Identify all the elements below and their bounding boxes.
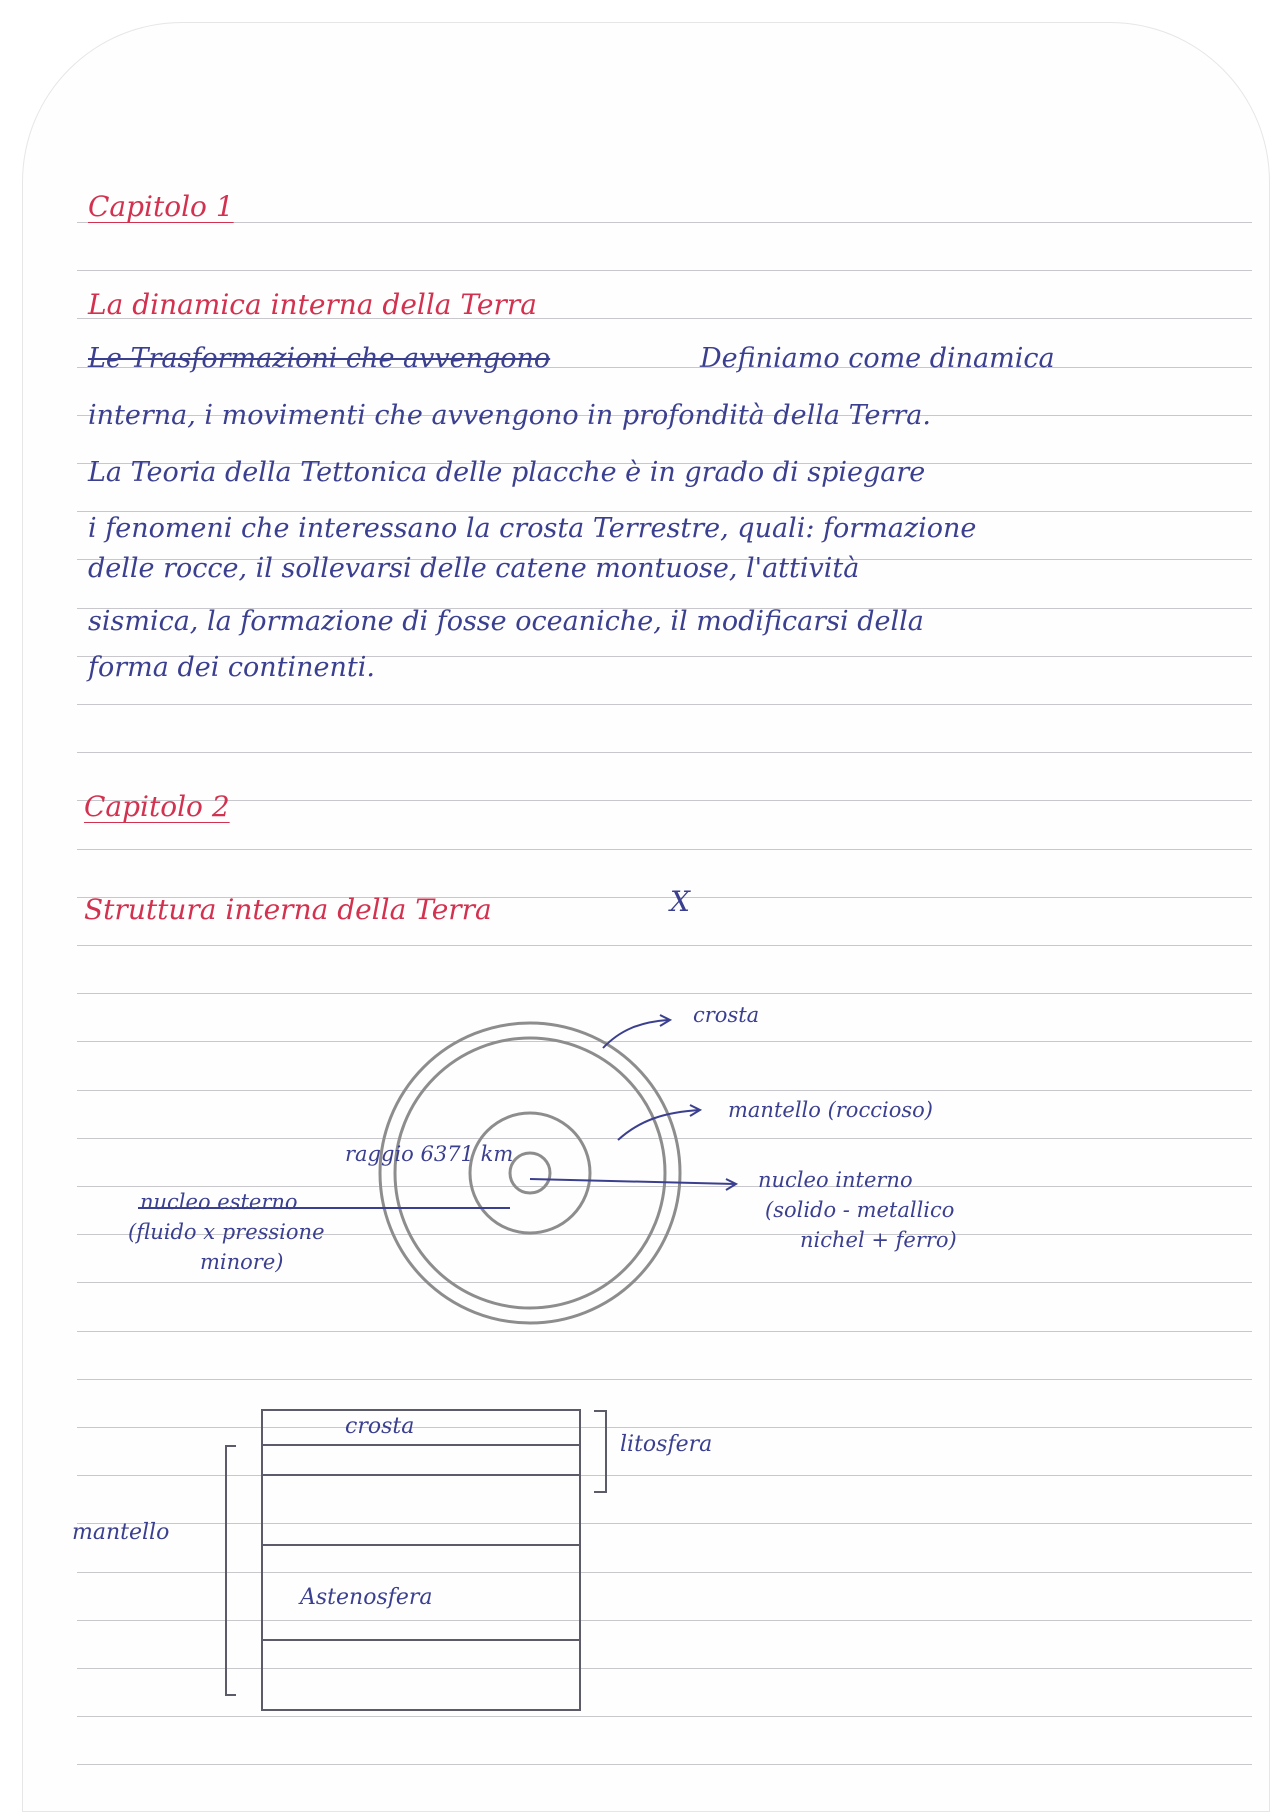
struck-out-text: Le Trasformazioni che avvengono — [88, 343, 551, 374]
outer-core-label-line-3: minore) — [200, 1250, 284, 1274]
outer-core-circle — [470, 1113, 590, 1233]
inner-core-circle — [510, 1153, 550, 1193]
mantle-bracket — [226, 1446, 236, 1695]
crust-outer-circle — [380, 1023, 680, 1323]
paragraph-line-1: Definiamo come dinamica — [700, 343, 1055, 374]
crust-arrow — [603, 1020, 668, 1048]
paragraph-line-6: sismica, la formazione di fosse oceaniche, il modificarsi della — [88, 606, 924, 637]
layers-block — [262, 1410, 580, 1710]
chapter-2-title: Struttura interna della Terra — [84, 893, 492, 926]
outer-core-label-line-2: (fluido x pressione — [128, 1220, 325, 1244]
crust-label: crosta — [693, 1003, 760, 1027]
paragraph-line-7: forma dei continenti. — [88, 652, 375, 683]
paragraph-line-2: interna, i movimenti che avvengono in profondità della Terra. — [88, 400, 931, 431]
x-mark: X — [670, 885, 690, 918]
inner-core-label-line-1: nucleo interno — [758, 1168, 913, 1192]
lithosphere-label: litosfera — [620, 1432, 713, 1457]
chapter-1-heading: Capitolo 1 — [88, 190, 234, 223]
radius-label: raggio 6371 km — [345, 1142, 514, 1166]
asthenosphere-label: Astenosfera — [300, 1585, 433, 1610]
paragraph-line-3: La Teoria della Tettonica delle placche è in grado di spiegare — [88, 457, 926, 488]
outer-core-label-line-1: nucleo esterno — [140, 1190, 298, 1214]
paragraph-line-5: delle rocce, il sollevarsi delle catene montuose, l'attività — [88, 553, 860, 584]
inner-core-label-line-3: nichel + ferro) — [800, 1228, 957, 1252]
inner-core-arrow — [530, 1179, 735, 1184]
chapter-2-heading: Capitolo 2 — [84, 790, 230, 823]
lithosphere-bracket — [594, 1411, 606, 1492]
mantle-label: mantello (roccioso) — [728, 1098, 933, 1122]
layer-crust-label: crosta — [345, 1414, 415, 1439]
mantle-side-label: mantello — [72, 1520, 170, 1545]
inner-core-label-line-2: (solido - metallico — [765, 1198, 955, 1222]
chapter-1-title: La dinamica interna della Terra — [88, 288, 537, 321]
mantle-circle — [395, 1038, 665, 1308]
paragraph-line-4: i fenomeni che interessano la crosta Terrestre, quali: formazione — [88, 513, 977, 544]
